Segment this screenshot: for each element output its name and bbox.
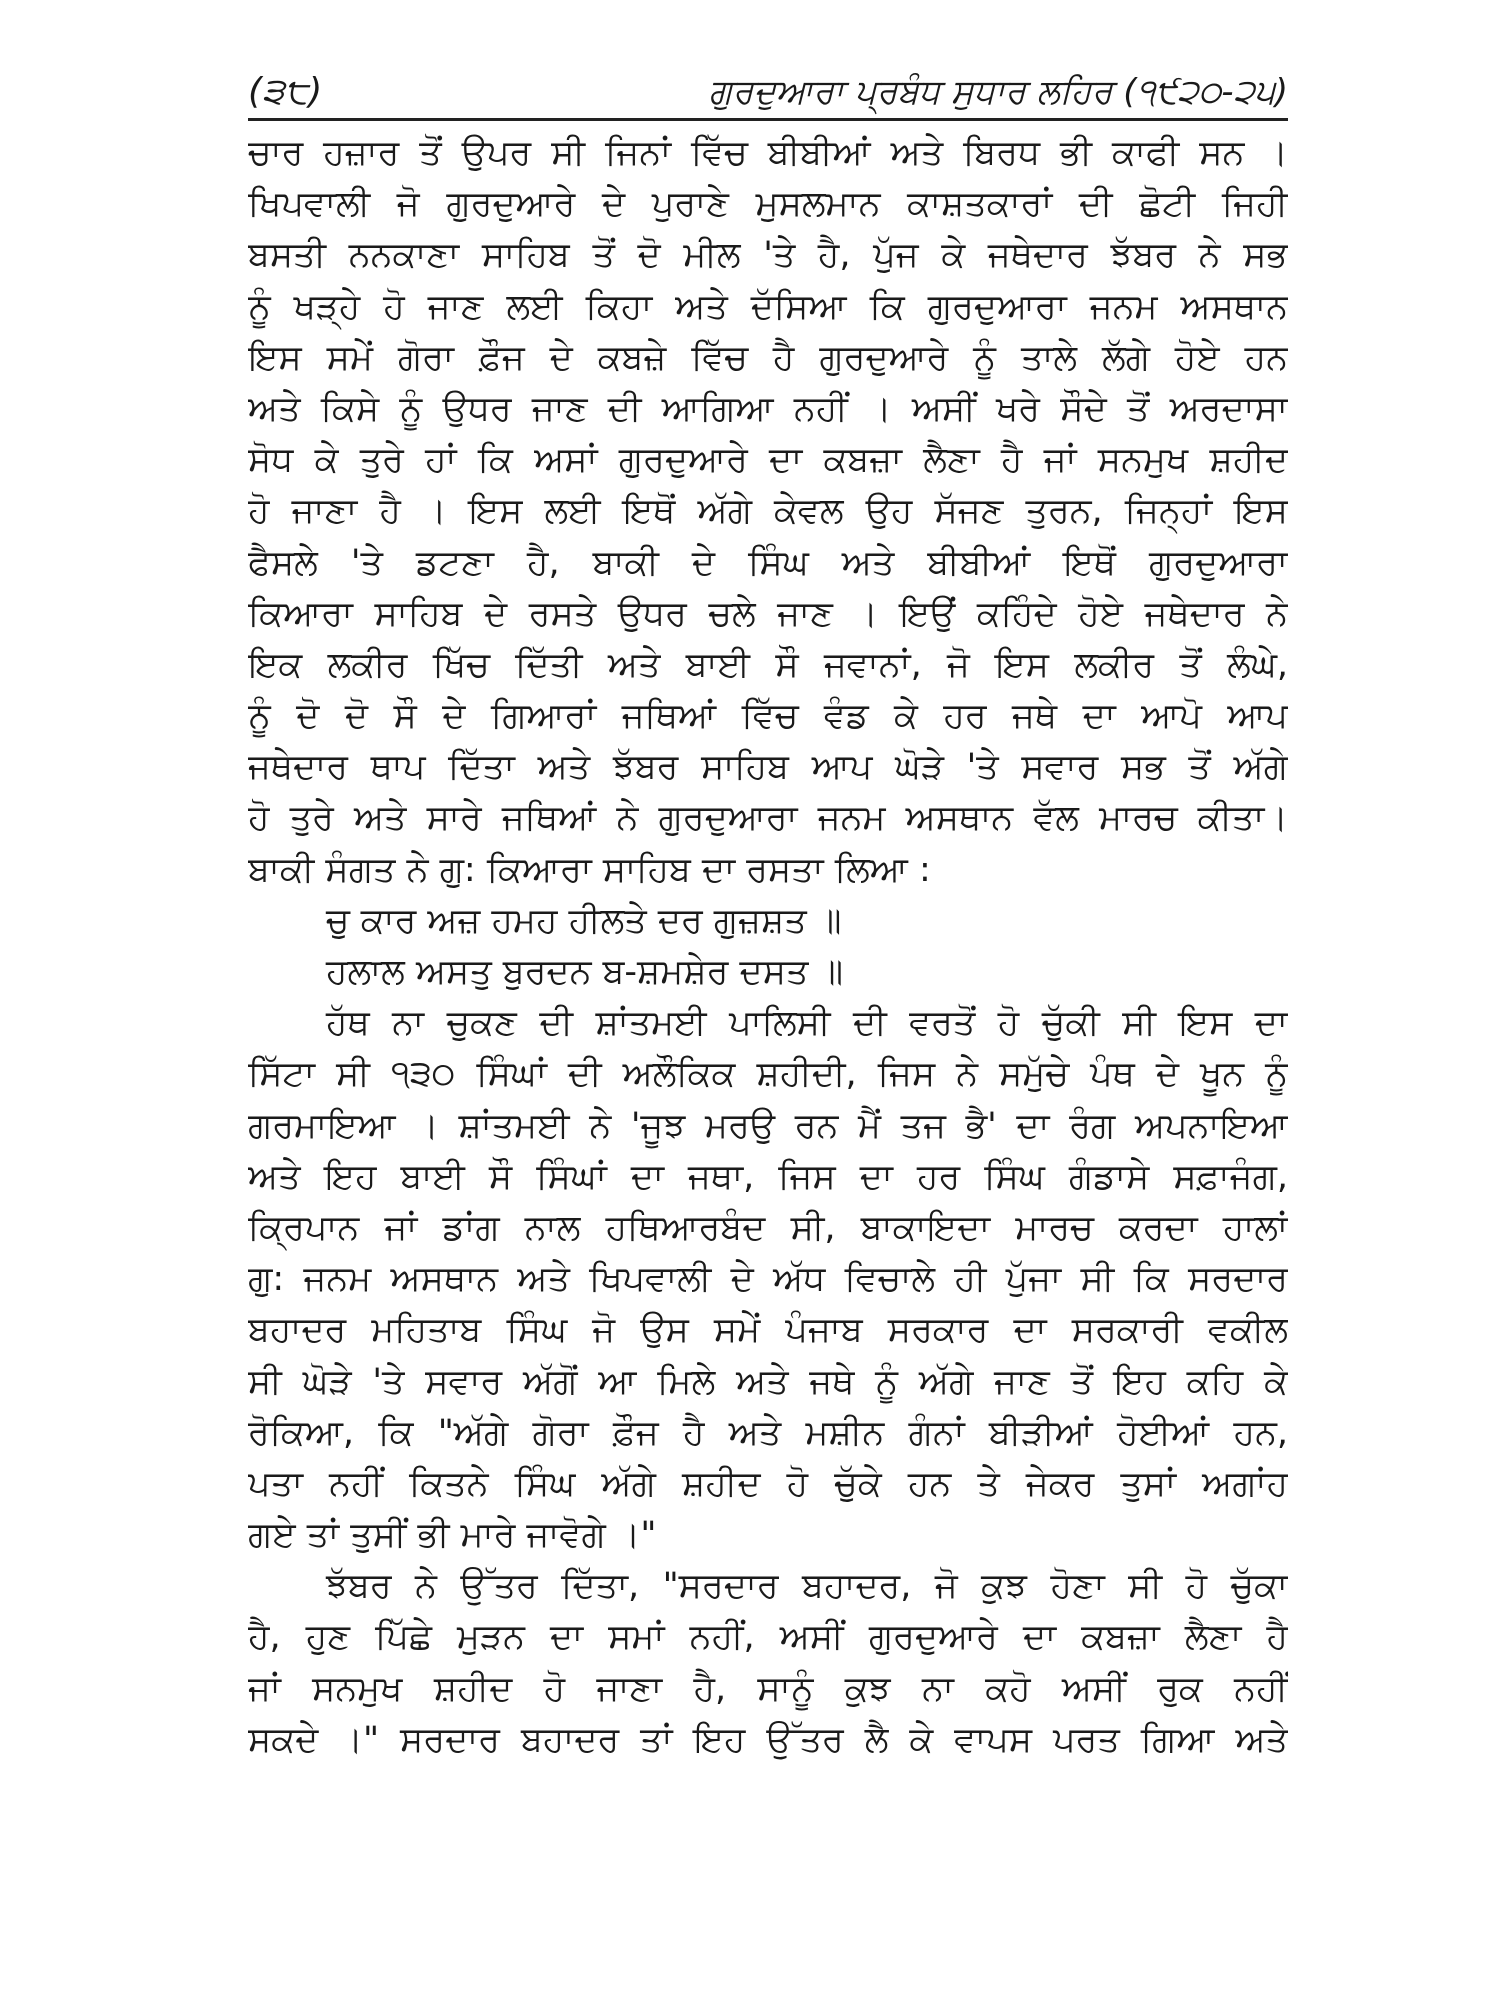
paragraph-start-line: ਝੱਬਰ ਨੇ ਉੱਤਰ ਦਿੱਤਾ, "ਸਰਦਾਰ ਬਹਾਦਰ, ਜੋ ਕੁਝ ਹੋਣਾ ਸੀ ਹੋ ਚੁੱਕਾ xyxy=(326,1566,1288,1607)
text-line: ਬਾਕੀ ਸੰਗਤ ਨੇ ਗੁ: ਕਿਆਰਾ ਸਾਹਿਬ ਦਾ ਰਸਤਾ ਲਿਆ : xyxy=(248,849,931,890)
text-line: ਸਿੱਟਾ ਸੀ ੧੩੦ ਸਿੰਘਾਂ ਦੀ ਅਲੌਕਿਕ ਸ਼ਹੀਦੀ, ਜਿਸ ਨੇ ਸਮੁੱਚੇ ਪੰਥ ਦੇ ਖੂਨ ਨੂੰ xyxy=(248,1054,1288,1095)
running-title: ਗੁਰਦੁਆਰਾ ਪ੍ਰਬੰਧ ਸੁਧਾਰ ਲਹਿਰ (੧੯੨੦-੨੫) xyxy=(708,72,1288,112)
text-line: ਇਕ ਲਕੀਰ ਖਿੱਚ ਦਿੱਤੀ ਅਤੇ ਬਾਈ ਸੌ ਜਵਾਨਾਂ, ਜੋ ਇਸ ਲਕੀਰ ਤੋਂ ਲੰਘੇ, xyxy=(248,644,1288,685)
text-line: ਸਕਦੇ ।" ਸਰਦਾਰ ਬਹਾਦਰ ਤਾਂ ਇਹ ਉੱਤਰ ਲੈ ਕੇ ਵਾਪਸ ਪਰਤ ਗਿਆ ਅਤੇ xyxy=(248,1719,1288,1760)
text-line: ਅਤੇ ਇਹ ਬਾਈ ਸੌ ਸਿੰਘਾਂ ਦਾ ਜਥਾ, ਜਿਸ ਦਾ ਹਰ ਸਿੰਘ ਗੰਡਾਸੇ ਸਫ਼ਾਜੰਗ, xyxy=(248,1156,1288,1197)
text-line: ਹੈ, ਹੁਣ ਪਿੱਛੇ ਮੁੜਨ ਦਾ ਸਮਾਂ ਨਹੀਂ, ਅਸੀਂ ਗੁਰਦੁਆਰੇ ਦਾ ਕਬਜ਼ਾ ਲੈਣਾ ਹੈ xyxy=(248,1617,1288,1658)
text-line: ਇਸ ਸਮੇਂ ਗੋਰਾ ਫ਼ੌਜ ਦੇ ਕਬਜ਼ੇ ਵਿੱਚ ਹੈ ਗੁਰਦੁਆਰੇ ਨੂੰ ਤਾਲੇ ਲੱਗੇ ਹੋਏ ਹਨ xyxy=(248,337,1288,378)
text-line: ਗੁ: ਜਨਮ ਅਸਥਾਨ ਅਤੇ ਖਿਪਵਾਲੀ ਦੇ ਅੱਧ ਵਿਚਾਲੇ ਹੀ ਪੁੱਜਾ ਸੀ ਕਿ ਸਰਦਾਰ xyxy=(248,1259,1288,1300)
text-line: ਪਤਾ ਨਹੀਂ ਕਿਤਨੇ ਸਿੰਘ ਅੱਗੇ ਸ਼ਹੀਦ ਹੋ ਚੁੱਕੇ ਹਨ ਤੇ ਜੇਕਰ ਤੁਸਾਂ ਅਗਾਂਹ xyxy=(248,1463,1288,1504)
text-line: ਜਾਂ ਸਨਮੁਖ ਸ਼ਹੀਦ ਹੋ ਜਾਣਾ ਹੈ, ਸਾਨੂੰ ਕੁਝ ਨਾ ਕਹੋ ਅਸੀਂ ਰੁਕ ਨਹੀਂ xyxy=(248,1668,1288,1709)
page-header xyxy=(248,66,1288,121)
text-line: ਹੋ ਤੁਰੇ ਅਤੇ ਸਾਰੇ ਜਥਿਆਂ ਨੇ ਗੁਰਦੁਆਰਾ ਜਨਮ ਅਸਥਾਨ ਵੱਲ ਮਾਰਚ ਕੀਤਾ। xyxy=(248,798,1288,839)
text-line: ਕਿਆਰਾ ਸਾਹਿਬ ਦੇ ਰਸਤੇ ਉਧਰ ਚਲੇ ਜਾਣ । ਇਉਂ ਕਹਿੰਦੇ ਹੋਏ ਜਥੇਦਾਰ ਨੇ xyxy=(248,593,1288,634)
verse-line: ਚੁ ਕਾਰ ਅਜ਼ ਹਮਹ ਹੀਲਤੇ ਦਰ ਗੁਜ਼ਸ਼ਤ ॥ xyxy=(326,900,842,941)
text-line: ਬਹਾਦਰ ਮਹਿਤਾਬ ਸਿੰਘ ਜੋ ਉਸ ਸਮੇਂ ਪੰਜਾਬ ਸਰਕਾਰ ਦਾ ਸਰਕਾਰੀ ਵਕੀਲ xyxy=(248,1310,1288,1351)
text-line: ਗਏ ਤਾਂ ਤੁਸੀਂ ਭੀ ਮਾਰੇ ਜਾਵੋਗੇ ।" xyxy=(248,1515,657,1556)
text-line: ਨੂੰ ਖੜ੍ਹੇ ਹੋ ਜਾਣ ਲਈ ਕਿਹਾ ਅਤੇ ਦੱਸਿਆ ਕਿ ਗੁਰਦੁਆਰਾ ਜਨਮ ਅਸਥਾਨ xyxy=(248,286,1288,327)
body-text xyxy=(248,128,1288,1766)
page-number: (੩੮) xyxy=(248,71,323,112)
text-line: ਨੂੰ ਦੋ ਦੋ ਸੌ ਦੇ ਗਿਆਰਾਂ ਜਥਿਆਂ ਵਿੱਚ ਵੰਡ ਕੇ ਹਰ ਜਥੇ ਦਾ ਆਪੋ ਆਪ xyxy=(248,696,1288,737)
text-line: ਹੋ ਜਾਣਾ ਹੈ । ਇਸ ਲਈ ਇਥੋਂ ਅੱਗੇ ਕੇਵਲ ਉਹ ਸੱਜਣ ਤੁਰਨ, ਜਿਨ੍ਹਾਂ ਇਸ xyxy=(248,491,1288,532)
text-line: ਕ੍ਰਿਪਾਨ ਜਾਂ ਡਾਂਗ ਨਾਲ ਹਥਿਆਰਬੰਦ ਸੀ, ਬਾਕਾਇਦਾ ਮਾਰਚ ਕਰਦਾ ਹਾਲਾਂ xyxy=(248,1207,1288,1248)
text-line: ਚਾਰ ਹਜ਼ਾਰ ਤੋਂ ਉਪਰ ਸੀ ਜਿਨਾਂ ਵਿੱਚ ਬੀਬੀਆਂ ਅਤੇ ਬਿਰਧ ਭੀ ਕਾਫੀ ਸਨ । xyxy=(248,133,1288,173)
text-line: ਖਿਪਵਾਲੀ ਜੋ ਗੁਰਦੁਆਰੇ ਦੇ ਪੁਰਾਣੇ ਮੁਸਲਮਾਨ ਕਾਸ਼ਤਕਾਰਾਂ ਦੀ ਛੋਟੀ ਜਿਹੀ xyxy=(248,184,1288,225)
text-line: ਰੋਕਿਆ, ਕਿ "ਅੱਗੇ ਗੋਰਾ ਫ਼ੌਜ ਹੈ ਅਤੇ ਮਸ਼ੀਨ ਗੰਨਾਂ ਬੀੜੀਆਂ ਹੋਈਆਂ ਹਨ, xyxy=(248,1412,1288,1453)
text-line: ਜਥੇਦਾਰ ਥਾਪ ਦਿੱਤਾ ਅਤੇ ਝੱਬਰ ਸਾਹਿਬ ਆਪ ਘੋੜੇ 'ਤੇ ਸਵਾਰ ਸਭ ਤੋਂ ਅੱਗੇ xyxy=(248,747,1288,788)
text-line: ਗਰਮਾਇਆ । ਸ਼ਾਂਤਮਈ ਨੇ 'ਜੂਝ ਮਰਉ ਰਨ ਮੈਂ ਤਜ ਭੈ' ਦਾ ਰੰਗ ਅਪਨਾਇਆ xyxy=(248,1105,1288,1146)
text-line: ਅਤੇ ਕਿਸੇ ਨੂੰ ਉਧਰ ਜਾਣ ਦੀ ਆਗਿਆ ਨਹੀਂ । ਅਸੀਂ ਖਰੇ ਸੌਦੇ ਤੋਂ ਅਰਦਾਸਾ xyxy=(248,388,1288,429)
text-line: ਸੋਧ ਕੇ ਤੁਰੇ ਹਾਂ ਕਿ ਅਸਾਂ ਗੁਰਦੁਆਰੇ ਦਾ ਕਬਜ਼ਾ ਲੈਣਾ ਹੈ ਜਾਂ ਸਨਮੁਖ ਸ਼ਹੀਦ xyxy=(248,440,1288,481)
text-line: ਬਸਤੀ ਨਨਕਾਣਾ ਸਾਹਿਬ ਤੋਂ ਦੋ ਮੀਲ 'ਤੇ ਹੈ, ਪੁੱਜ ਕੇ ਜਥੇਦਾਰ ਝੱਬਰ ਨੇ ਸਭ xyxy=(248,235,1288,276)
paragraph-start-line: ਹੱਥ ਨਾ ਚੁਕਣ ਦੀ ਸ਼ਾਂਤਮਈ ਪਾਲਿਸੀ ਦੀ ਵਰਤੋਂ ਹੋ ਚੁੱਕੀ ਸੀ ਇਸ ਦਾ xyxy=(326,1003,1288,1044)
text-line: ਸੀ ਘੋੜੇ 'ਤੇ ਸਵਾਰ ਅੱਗੋਂ ਆ ਮਿਲੇ ਅਤੇ ਜਥੇ ਨੂੰ ਅੱਗੇ ਜਾਣ ਤੋਂ ਇਹ ਕਹਿ ਕੇ xyxy=(248,1361,1288,1402)
text-line: ਫੈਸਲੇ 'ਤੇ ਡਟਣਾ ਹੈ, ਬਾਕੀ ਦੇ ਸਿੰਘ ਅਤੇ ਬੀਬੀਆਂ ਇਥੋਂ ਗੁਰਦੁਆਰਾ xyxy=(248,542,1288,583)
verse-line: ਹਲਾਲ ਅਸਤੁ ਬੁਰਦਨ ਬ-ਸ਼ਮਸ਼ੇਰ ਦਸਤ ॥ xyxy=(326,952,844,992)
